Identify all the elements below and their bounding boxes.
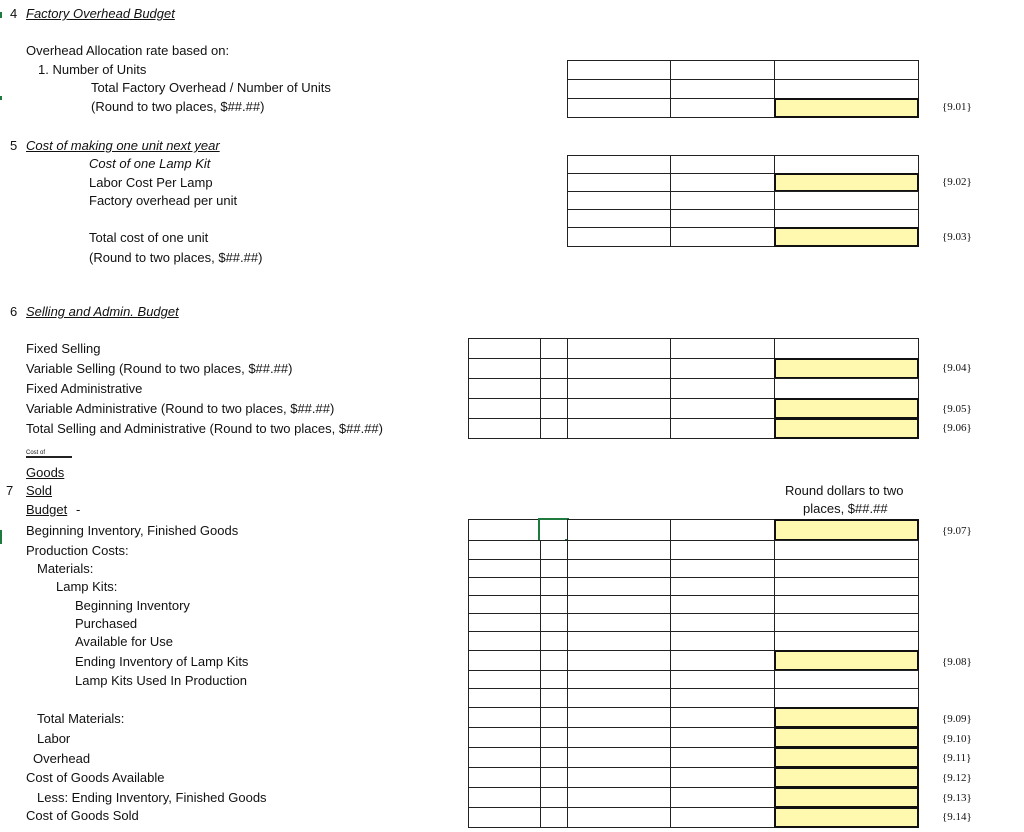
answer-code: {9.10} (942, 733, 972, 745)
answer-cell-9-05[interactable] (774, 398, 919, 419)
section-6-title: Selling and Admin. Budget (26, 304, 179, 319)
cell[interactable] (567, 79, 671, 99)
cell[interactable] (670, 98, 775, 118)
cell[interactable] (670, 60, 775, 80)
section-7-dash: - (76, 502, 81, 517)
s7-line: Labor (37, 731, 71, 746)
cell[interactable] (670, 338, 775, 359)
cell[interactable] (670, 577, 775, 596)
cell[interactable] (468, 688, 541, 708)
s7-line: Lamp Kits Used In Production (75, 673, 247, 688)
cell[interactable] (774, 559, 919, 578)
cell[interactable] (670, 787, 775, 808)
answer-cell-9-01[interactable] (774, 98, 919, 118)
answer-cell-9-08[interactable] (774, 650, 919, 671)
answer-cell-9-02[interactable] (774, 173, 919, 192)
cell[interactable] (567, 378, 671, 399)
cell[interactable] (670, 613, 775, 632)
cell[interactable] (468, 519, 541, 541)
s6-line: Total Selling and Administrative (Round to two places, $##.##) (26, 421, 383, 436)
s6-line: Fixed Selling (26, 341, 101, 356)
cell[interactable] (670, 398, 775, 419)
cell[interactable] (670, 358, 775, 379)
cell[interactable] (670, 747, 775, 768)
cell[interactable] (774, 209, 919, 228)
section-7-title-goods: Goods (26, 465, 65, 480)
cell[interactable] (774, 613, 919, 632)
cell[interactable] (540, 707, 568, 728)
answer-code: {9.11} (942, 752, 972, 764)
cell[interactable] (468, 727, 541, 748)
cell[interactable] (540, 577, 568, 596)
answer-code: {9.13} (942, 792, 972, 804)
cell[interactable] (540, 559, 568, 578)
heading-divider (26, 456, 72, 458)
cell[interactable] (670, 727, 775, 748)
cell[interactable] (670, 540, 775, 560)
cell[interactable] (774, 191, 919, 210)
section-4-title: Factory Overhead Budget (26, 6, 175, 21)
s7-line: Cost of Goods Sold (26, 808, 139, 823)
round-note: places, $##.## (803, 501, 888, 516)
s7-line: Total Materials: (37, 711, 125, 726)
cell[interactable] (670, 595, 775, 614)
cell[interactable] (774, 595, 919, 614)
answer-code: {9.03} (942, 231, 972, 243)
answer-code: {9.01} (942, 101, 972, 113)
cell[interactable] (468, 670, 541, 689)
s5-line: Cost of one Lamp Kit (89, 156, 211, 171)
cell[interactable] (670, 559, 775, 578)
s7-line: Purchased (75, 616, 138, 631)
s7-line: Overhead (33, 751, 91, 766)
cell[interactable] (567, 767, 671, 788)
cell[interactable] (468, 559, 541, 578)
s5-line: Factory overhead per unit (89, 193, 238, 208)
cell[interactable] (567, 707, 671, 728)
cell[interactable] (567, 398, 671, 419)
cell[interactable] (540, 747, 568, 768)
cell[interactable] (567, 688, 671, 708)
cell[interactable] (540, 378, 568, 399)
cell[interactable] (468, 650, 541, 671)
s5-line: (Round to two places, $##.##) (89, 250, 263, 265)
cell[interactable] (468, 613, 541, 632)
cell[interactable] (774, 631, 919, 651)
cell[interactable] (540, 358, 568, 379)
s7-line: Less: Ending Inventory, Finished Goods (37, 790, 267, 805)
section-5-title: Cost of making one unit next year (26, 138, 220, 153)
row-marker (0, 530, 2, 544)
cell[interactable] (774, 540, 919, 560)
section-7-title-budget: Budget (26, 502, 68, 517)
cell[interactable] (567, 787, 671, 808)
cell[interactable] (774, 688, 919, 708)
cell[interactable] (468, 398, 541, 419)
cell[interactable] (670, 418, 775, 439)
cell[interactable] (468, 595, 541, 614)
s7-line: Beginning Inventory, Finished Goods (26, 523, 239, 538)
cell[interactable] (567, 60, 671, 80)
cell[interactable] (774, 577, 919, 596)
s5-line: Labor Cost Per Lamp (89, 175, 213, 190)
s7-line: Lamp Kits: (56, 579, 118, 594)
cell[interactable] (468, 540, 541, 560)
cell[interactable] (670, 519, 775, 541)
cell[interactable] (567, 191, 671, 210)
section-6-number: 6 (10, 304, 18, 319)
cell[interactable] (567, 650, 671, 671)
cell[interactable] (468, 338, 541, 359)
answer-code: {9.02} (942, 176, 972, 188)
cell[interactable] (468, 577, 541, 596)
cell[interactable] (567, 418, 671, 439)
cell[interactable] (468, 787, 541, 808)
cell[interactable] (567, 807, 671, 828)
answer-cell-9-07[interactable] (774, 519, 919, 541)
cell[interactable] (468, 378, 541, 399)
answer-code: {9.05} (942, 403, 972, 415)
answer-cell-9-11[interactable] (774, 747, 919, 768)
s7-line: Available for Use (75, 634, 174, 649)
cell[interactable] (670, 631, 775, 651)
cell[interactable] (774, 338, 919, 359)
cell[interactable] (540, 650, 568, 671)
answer-code: {9.08} (942, 656, 972, 668)
cell[interactable] (670, 670, 775, 689)
cell[interactable] (670, 173, 775, 192)
answer-code: {9.04} (942, 362, 972, 374)
s4-line: Total Factory Overhead / Number of Units (91, 80, 331, 95)
answer-code: {9.07} (942, 525, 972, 537)
cell[interactable] (670, 191, 775, 210)
cell[interactable] (468, 767, 541, 788)
cell[interactable] (670, 227, 775, 247)
round-note: Round dollars to two (785, 483, 904, 498)
answer-cell-9-13[interactable] (774, 787, 919, 808)
cell[interactable] (567, 631, 671, 651)
s7-line: Cost of Goods Available (26, 770, 165, 785)
cell[interactable] (567, 98, 671, 118)
cell[interactable] (468, 358, 541, 379)
answer-cell-9-14[interactable] (774, 807, 919, 828)
cell[interactable] (540, 398, 568, 419)
cell[interactable] (468, 418, 541, 439)
section-7-heading-cut: Cost of (26, 450, 46, 456)
cell[interactable] (540, 727, 568, 748)
answer-code: {9.09} (942, 713, 972, 725)
cell[interactable] (567, 358, 671, 379)
cell[interactable] (540, 338, 568, 359)
cell[interactable] (567, 209, 671, 228)
s7-line: Beginning Inventory (75, 598, 190, 613)
answer-code: {9.12} (942, 772, 972, 784)
cell[interactable] (540, 418, 568, 439)
cell[interactable] (567, 577, 671, 596)
cell[interactable] (567, 540, 671, 560)
answer-cell-9-04[interactable] (774, 358, 919, 379)
s6-line: Variable Selling (Round to two places, $##.##) (26, 361, 293, 376)
cell[interactable] (540, 613, 568, 632)
answer-cell-9-06[interactable] (774, 418, 919, 439)
cell[interactable] (670, 378, 775, 399)
section-7-number: 7 (6, 483, 14, 498)
answer-cell-9-10[interactable] (774, 727, 919, 748)
cell[interactable] (567, 670, 671, 689)
cell[interactable] (670, 79, 775, 99)
s7-line: Materials: (37, 561, 94, 576)
answer-cell-9-12[interactable] (774, 767, 919, 788)
row-marker (0, 96, 2, 100)
cell[interactable] (567, 727, 671, 748)
cell[interactable] (670, 155, 775, 174)
s7-line: Production Costs: (26, 543, 129, 558)
s6-line: Fixed Administrative (26, 381, 143, 396)
cell[interactable] (567, 227, 671, 247)
cell[interactable] (670, 807, 775, 828)
cell[interactable] (468, 807, 541, 828)
cell[interactable] (540, 670, 568, 689)
cell[interactable] (540, 807, 568, 828)
s6-line: Variable Administrative (Round to two places, $##.##) (26, 401, 335, 416)
cell[interactable] (567, 559, 671, 578)
cell[interactable] (540, 595, 568, 614)
s4-line: 1. Number of Units (38, 62, 147, 77)
cell[interactable] (670, 707, 775, 728)
cell[interactable] (540, 540, 568, 560)
section-7-title-sold: Sold (26, 483, 53, 498)
answer-cell-9-03[interactable] (774, 227, 919, 247)
cell[interactable] (567, 338, 671, 359)
cell[interactable] (774, 79, 919, 99)
cell[interactable] (540, 767, 568, 788)
cell[interactable] (567, 519, 671, 541)
s4-line: Overhead Allocation rate based on: (26, 43, 230, 58)
cell[interactable] (468, 747, 541, 768)
cell[interactable] (774, 155, 919, 174)
cell[interactable] (670, 688, 775, 708)
cell[interactable] (540, 631, 568, 651)
cell[interactable] (670, 209, 775, 228)
cell[interactable] (567, 155, 671, 174)
cell[interactable] (540, 787, 568, 808)
cell[interactable] (670, 650, 775, 671)
cell[interactable] (540, 688, 568, 708)
section-5-number: 5 (10, 138, 18, 153)
s4-line: (Round to two places, $##.##) (91, 99, 265, 114)
cell[interactable] (774, 60, 919, 80)
row-marker (0, 12, 2, 18)
cell[interactable] (567, 595, 671, 614)
cell[interactable] (670, 767, 775, 788)
cell[interactable] (567, 173, 671, 192)
s7-line: Ending Inventory of Lamp Kits (75, 654, 249, 669)
s5-line: Total cost of one unit (89, 230, 209, 245)
section-4-number: 4 (10, 6, 18, 21)
cell[interactable] (567, 747, 671, 768)
answer-cell-9-09[interactable] (774, 707, 919, 728)
cell[interactable] (567, 613, 671, 632)
answer-code: {9.14} (942, 811, 972, 823)
answer-code: {9.06} (942, 422, 972, 434)
cell[interactable] (468, 707, 541, 728)
cell[interactable] (774, 378, 919, 399)
cell[interactable] (468, 631, 541, 651)
cell[interactable] (774, 670, 919, 689)
